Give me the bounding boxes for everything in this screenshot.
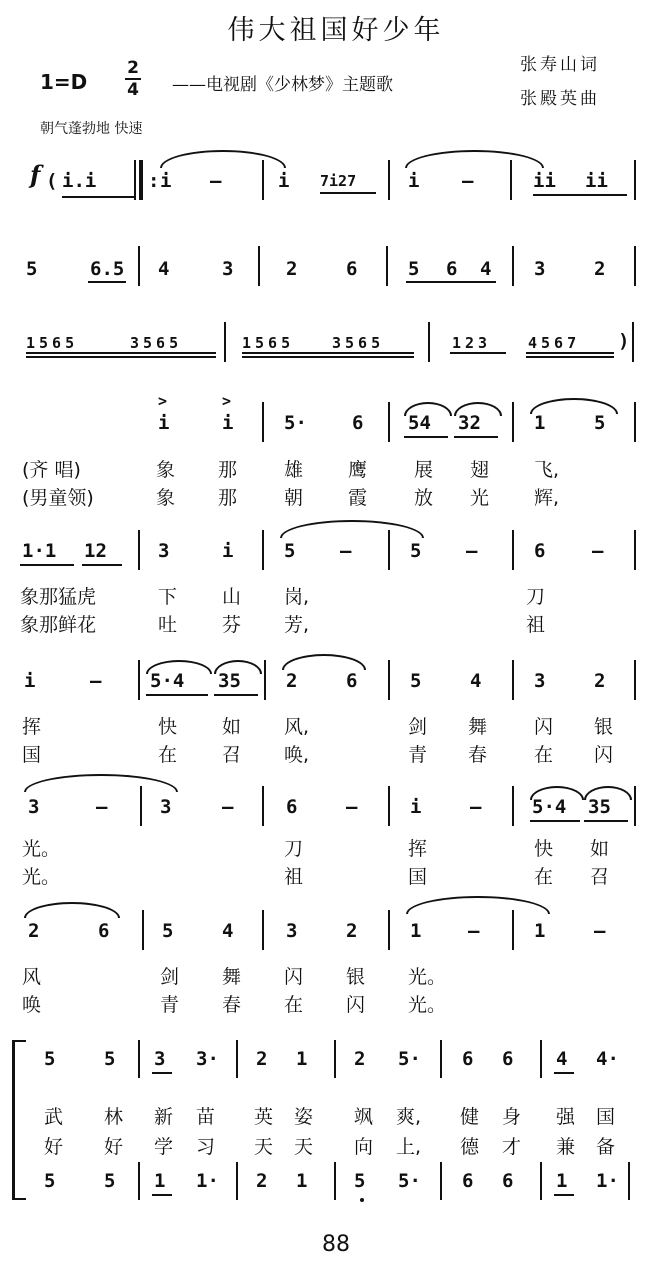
barline xyxy=(262,530,264,570)
note-group: 3565 xyxy=(332,334,385,352)
dynamic-marking: f xyxy=(30,160,41,189)
lyric: 备 xyxy=(596,1136,616,1158)
barline xyxy=(510,160,512,200)
note: 3 xyxy=(28,796,40,818)
note: 3 xyxy=(160,796,172,818)
note: 2 xyxy=(354,1048,366,1070)
beam xyxy=(26,352,216,354)
note: 1 xyxy=(154,1170,166,1192)
lyric: 鹰 xyxy=(348,459,368,481)
bracket-bottom xyxy=(12,1198,26,1200)
part-label: (齐 唱) xyxy=(22,459,81,481)
note: 1 xyxy=(410,920,422,942)
lyric: 祖 xyxy=(284,866,304,888)
note: 5 xyxy=(410,670,422,692)
time-signature: 2 4 xyxy=(125,58,141,100)
lyric: 快 xyxy=(158,716,178,738)
lyric: 翅 xyxy=(470,459,490,481)
note-group: i.i xyxy=(62,170,97,192)
lyric: 飞, xyxy=(534,459,560,481)
note: 3 xyxy=(286,920,298,942)
barline xyxy=(634,160,636,200)
dash: — xyxy=(340,540,352,562)
note: 4· xyxy=(596,1048,619,1070)
lyric: 闪 xyxy=(534,716,554,738)
note: 5 xyxy=(44,1048,56,1070)
note-group: 32 xyxy=(458,412,481,434)
lyric: 国 xyxy=(596,1106,616,1128)
note: 5 xyxy=(44,1170,56,1192)
note: 2 xyxy=(286,670,298,692)
lyric: 光。 xyxy=(22,866,61,888)
barline xyxy=(634,246,636,286)
dash: — xyxy=(210,170,222,192)
lyric: 快 xyxy=(534,838,554,860)
lyric: 闪 xyxy=(594,744,614,766)
lyric: 剑 xyxy=(408,716,428,738)
barline xyxy=(258,246,260,286)
note-group: 35 xyxy=(218,670,241,692)
barline xyxy=(540,1162,542,1200)
beam xyxy=(526,356,614,358)
dash: — xyxy=(90,670,102,692)
repeat-dots: : xyxy=(148,170,160,192)
note: i xyxy=(410,796,422,818)
dash: — xyxy=(346,796,358,818)
lyric: 武 xyxy=(44,1106,64,1128)
note: 2 xyxy=(594,258,606,280)
barline xyxy=(138,246,140,286)
lyric: 上, xyxy=(396,1136,422,1158)
lyric: 朝 xyxy=(284,487,304,509)
lyric: 英 xyxy=(254,1106,274,1128)
lyric: 霞 xyxy=(348,487,368,509)
note: 1· xyxy=(196,1170,219,1192)
beam xyxy=(242,352,414,354)
lyric: 闪 xyxy=(346,994,366,1016)
lyric: 在 xyxy=(284,994,304,1016)
lyric: 爽, xyxy=(396,1106,422,1128)
note-group: 35 xyxy=(588,796,611,818)
lyric: 光。 xyxy=(22,838,61,860)
barline xyxy=(388,530,390,570)
barline xyxy=(634,660,636,700)
note: 1 xyxy=(296,1170,308,1192)
barline xyxy=(334,1040,336,1078)
note-group: 7i27 xyxy=(320,172,357,190)
lyric: 强 xyxy=(556,1106,576,1128)
barline xyxy=(264,660,266,700)
lyricist: 张寿山词 xyxy=(520,55,600,75)
note-group: 3565 xyxy=(130,334,183,352)
beam xyxy=(146,694,208,696)
paren-close: ) xyxy=(618,330,630,352)
note: 4 xyxy=(222,920,234,942)
lyric: 唤 xyxy=(22,994,42,1016)
note: 6 xyxy=(462,1170,474,1192)
tempo-marking: 朝气蓬勃地 快速 xyxy=(40,121,143,137)
slur xyxy=(24,902,120,918)
barline xyxy=(388,660,390,700)
note: 5 xyxy=(104,1048,116,1070)
note-group: 4567 xyxy=(528,334,581,352)
note-group: 123 xyxy=(452,334,492,352)
beam xyxy=(404,436,448,438)
barline xyxy=(224,322,226,362)
subtitle: ——电视剧《少林梦》主题歌 xyxy=(172,75,393,95)
note: 2 xyxy=(594,670,606,692)
note: 3 xyxy=(534,670,546,692)
note: i xyxy=(24,670,36,692)
lyric: 春 xyxy=(222,994,242,1016)
note: 5· xyxy=(398,1048,421,1070)
note: 6 xyxy=(286,796,298,818)
lyric: 岗, xyxy=(284,586,310,608)
barline xyxy=(236,1162,238,1200)
barline xyxy=(388,160,390,200)
note: 1 xyxy=(296,1048,308,1070)
lyric: 召 xyxy=(590,866,610,888)
lyric: 风 xyxy=(22,966,42,988)
lyric: 新 xyxy=(154,1106,174,1128)
note: 3 xyxy=(534,258,546,280)
barline xyxy=(138,660,140,700)
beam xyxy=(533,194,627,196)
lyric: 青 xyxy=(408,744,428,766)
barline xyxy=(138,1162,140,1200)
note: i xyxy=(278,170,290,192)
lyric: 下 xyxy=(158,586,178,608)
note: 5 xyxy=(162,920,174,942)
note: 6 xyxy=(502,1170,514,1192)
lyric: 舞 xyxy=(222,966,242,988)
barline xyxy=(440,1162,442,1200)
lyric: 舞 xyxy=(468,716,488,738)
key-signature: 1=D xyxy=(40,70,88,94)
system-bracket xyxy=(12,1040,15,1200)
note-group: 6.5 xyxy=(90,258,125,280)
beam xyxy=(584,820,628,822)
lyric: 山 xyxy=(222,586,242,608)
dash: — xyxy=(592,540,604,562)
repeat-barline-thick xyxy=(139,160,143,200)
tie xyxy=(405,150,544,168)
lyric: 象那鲜花 xyxy=(20,614,97,636)
lyric: 国 xyxy=(22,744,42,766)
note: i xyxy=(158,412,170,434)
beam xyxy=(82,564,122,566)
note: 2 xyxy=(256,1170,268,1192)
dash: — xyxy=(468,920,480,942)
note: 5 xyxy=(26,258,38,280)
barline xyxy=(138,530,140,570)
lyric: 青 xyxy=(160,994,180,1016)
tie xyxy=(406,896,550,914)
beam xyxy=(530,820,580,822)
note-group: ii xyxy=(533,170,556,192)
repeat-barline xyxy=(134,160,136,200)
note: 5 xyxy=(408,258,420,280)
lyric: 祖 xyxy=(526,614,546,636)
note: 5 xyxy=(354,1170,366,1192)
lyric: 天 xyxy=(294,1136,314,1158)
note: 3· xyxy=(196,1048,219,1070)
lyric: 象 xyxy=(156,459,176,481)
lyric: 放 xyxy=(414,487,434,509)
lyric: 银 xyxy=(594,716,614,738)
barline xyxy=(632,322,634,362)
barline xyxy=(634,530,636,570)
tie xyxy=(24,774,178,792)
note: 6 xyxy=(346,670,358,692)
note-group: 54 xyxy=(408,412,431,434)
barline xyxy=(388,402,390,442)
note: 3 xyxy=(222,258,234,280)
note-group: 12 xyxy=(84,540,107,562)
barline xyxy=(440,1040,442,1078)
note: 5 xyxy=(594,412,606,434)
song-title: 伟大祖国好少年 xyxy=(227,15,445,46)
lyric: 兼 xyxy=(556,1136,576,1158)
barline xyxy=(334,1162,336,1200)
part-label: (男童领) xyxy=(22,487,94,509)
note-group: 1565 xyxy=(242,334,295,352)
note: 4 xyxy=(470,670,482,692)
note: 2 xyxy=(28,920,40,942)
barline xyxy=(262,160,264,200)
dash: — xyxy=(470,796,482,818)
lyric: 健 xyxy=(460,1106,480,1128)
note: 6 xyxy=(346,258,358,280)
note: i xyxy=(222,540,234,562)
beam xyxy=(526,352,614,354)
note: 3 xyxy=(154,1048,166,1070)
barline xyxy=(236,1040,238,1078)
lyric: 苗 xyxy=(196,1106,216,1128)
note: 6 xyxy=(98,920,110,942)
beam xyxy=(62,196,134,198)
barline xyxy=(262,402,264,442)
note: 6 xyxy=(352,412,364,434)
lyric: 风, xyxy=(284,716,310,738)
lyric: 好 xyxy=(44,1136,64,1158)
paren-open: ( xyxy=(46,170,58,192)
beam xyxy=(554,1072,574,1074)
lyric: 在 xyxy=(534,866,554,888)
beam xyxy=(214,694,258,696)
beam xyxy=(454,436,498,438)
beam xyxy=(152,1072,172,1074)
note: 4 xyxy=(158,258,170,280)
beam xyxy=(242,356,414,358)
beam xyxy=(406,281,496,283)
barline xyxy=(512,910,514,950)
lyric: 德 xyxy=(460,1136,480,1158)
note: 6 xyxy=(462,1048,474,1070)
lyric: 刀 xyxy=(284,838,304,860)
lyric: 光。 xyxy=(408,994,447,1016)
lyric: 雄 xyxy=(284,459,304,481)
lyric: 那 xyxy=(218,459,238,481)
slur xyxy=(282,654,366,670)
barline xyxy=(138,1040,140,1078)
lyric: 春 xyxy=(468,744,488,766)
barline xyxy=(512,530,514,570)
bracket-top xyxy=(12,1040,26,1042)
barline xyxy=(262,786,264,826)
note: 3 xyxy=(158,540,170,562)
note: 2 xyxy=(256,1048,268,1070)
note: 5 xyxy=(410,540,422,562)
lyric: 挥 xyxy=(22,716,42,738)
lyric: 姿 xyxy=(294,1106,314,1128)
barline xyxy=(540,1040,542,1078)
note: 6 xyxy=(502,1048,514,1070)
barline xyxy=(628,1162,630,1200)
note-group: ii xyxy=(585,170,608,192)
dash: — xyxy=(96,796,108,818)
note: 5 xyxy=(284,540,296,562)
lyric: 光。 xyxy=(408,966,447,988)
lyric: 身 xyxy=(502,1106,522,1128)
lyric: 飒 xyxy=(354,1106,374,1128)
composer: 张殿英曲 xyxy=(520,89,600,109)
note-group: 5·4 xyxy=(150,670,185,692)
dash: — xyxy=(466,540,478,562)
barline xyxy=(262,910,264,950)
lyric: 天 xyxy=(254,1136,274,1158)
lyric: 吐 xyxy=(158,614,178,636)
note-group: 1·1 xyxy=(22,540,57,562)
lyric: 刀 xyxy=(526,586,546,608)
lyric: 如 xyxy=(222,716,242,738)
lyric: 象那猛虎 xyxy=(20,586,97,608)
barline xyxy=(512,786,514,826)
note: 2 xyxy=(346,920,358,942)
note-group: 1565 xyxy=(26,334,79,352)
note: 4 xyxy=(556,1048,568,1070)
note: i xyxy=(160,170,172,192)
note: 1 xyxy=(534,920,546,942)
barline xyxy=(142,910,144,950)
lyric: 那 xyxy=(218,487,238,509)
barline xyxy=(634,786,636,826)
note: i xyxy=(408,170,420,192)
barline xyxy=(512,660,514,700)
note: 4 xyxy=(480,258,492,280)
beam xyxy=(26,356,216,358)
lyric: 在 xyxy=(158,744,178,766)
barline xyxy=(388,786,390,826)
lyric: 如 xyxy=(590,838,610,860)
lyric: 挥 xyxy=(408,838,428,860)
accent-mark: > xyxy=(158,392,168,410)
page-number: 88 xyxy=(322,1232,350,1257)
lyric: 剑 xyxy=(160,966,180,988)
lyric: 在 xyxy=(534,744,554,766)
barline xyxy=(386,246,388,286)
note: 1· xyxy=(596,1170,619,1192)
lyric: 召 xyxy=(222,744,242,766)
lyric: 国 xyxy=(408,866,428,888)
dash: — xyxy=(462,170,474,192)
note: 6 xyxy=(446,258,458,280)
barline xyxy=(388,910,390,950)
accent-mark: > xyxy=(222,392,232,410)
note: i xyxy=(222,412,234,434)
lyric: 向 xyxy=(354,1136,374,1158)
tie xyxy=(280,520,424,538)
lower-octave-dot xyxy=(360,1198,364,1202)
lyric: 习 xyxy=(196,1136,216,1158)
note: 6 xyxy=(534,540,546,562)
beam xyxy=(88,281,126,283)
note: 5· xyxy=(398,1170,421,1192)
lyric: 芬 xyxy=(222,614,242,636)
lyric: 展 xyxy=(414,459,434,481)
dash: — xyxy=(222,796,234,818)
lyric: 才 xyxy=(502,1136,522,1158)
note: 1 xyxy=(556,1170,568,1192)
lyric: 学 xyxy=(154,1136,174,1158)
beam xyxy=(152,1194,172,1196)
lyric: 辉, xyxy=(534,487,560,509)
barline xyxy=(140,786,142,826)
lyric: 林 xyxy=(104,1106,124,1128)
barline xyxy=(634,402,636,442)
beam xyxy=(554,1194,574,1196)
note: 2 xyxy=(286,258,298,280)
tie xyxy=(160,150,286,168)
note: 5· xyxy=(284,412,307,434)
barline xyxy=(512,402,514,442)
barline xyxy=(512,246,514,286)
note-group: 5·4 xyxy=(532,796,567,818)
lyric: 好 xyxy=(104,1136,124,1158)
lyric: 银 xyxy=(346,966,366,988)
note: 1 xyxy=(534,412,546,434)
dash: — xyxy=(594,920,606,942)
lyric: 唤, xyxy=(284,744,310,766)
beam xyxy=(450,352,506,354)
note: 5 xyxy=(104,1170,116,1192)
beam xyxy=(320,192,376,194)
beam xyxy=(20,564,74,566)
lyric: 象 xyxy=(156,487,176,509)
lyric: 闪 xyxy=(284,966,304,988)
lyric: 芳, xyxy=(284,614,310,636)
barline xyxy=(428,322,430,362)
lyric: 光 xyxy=(470,487,490,509)
